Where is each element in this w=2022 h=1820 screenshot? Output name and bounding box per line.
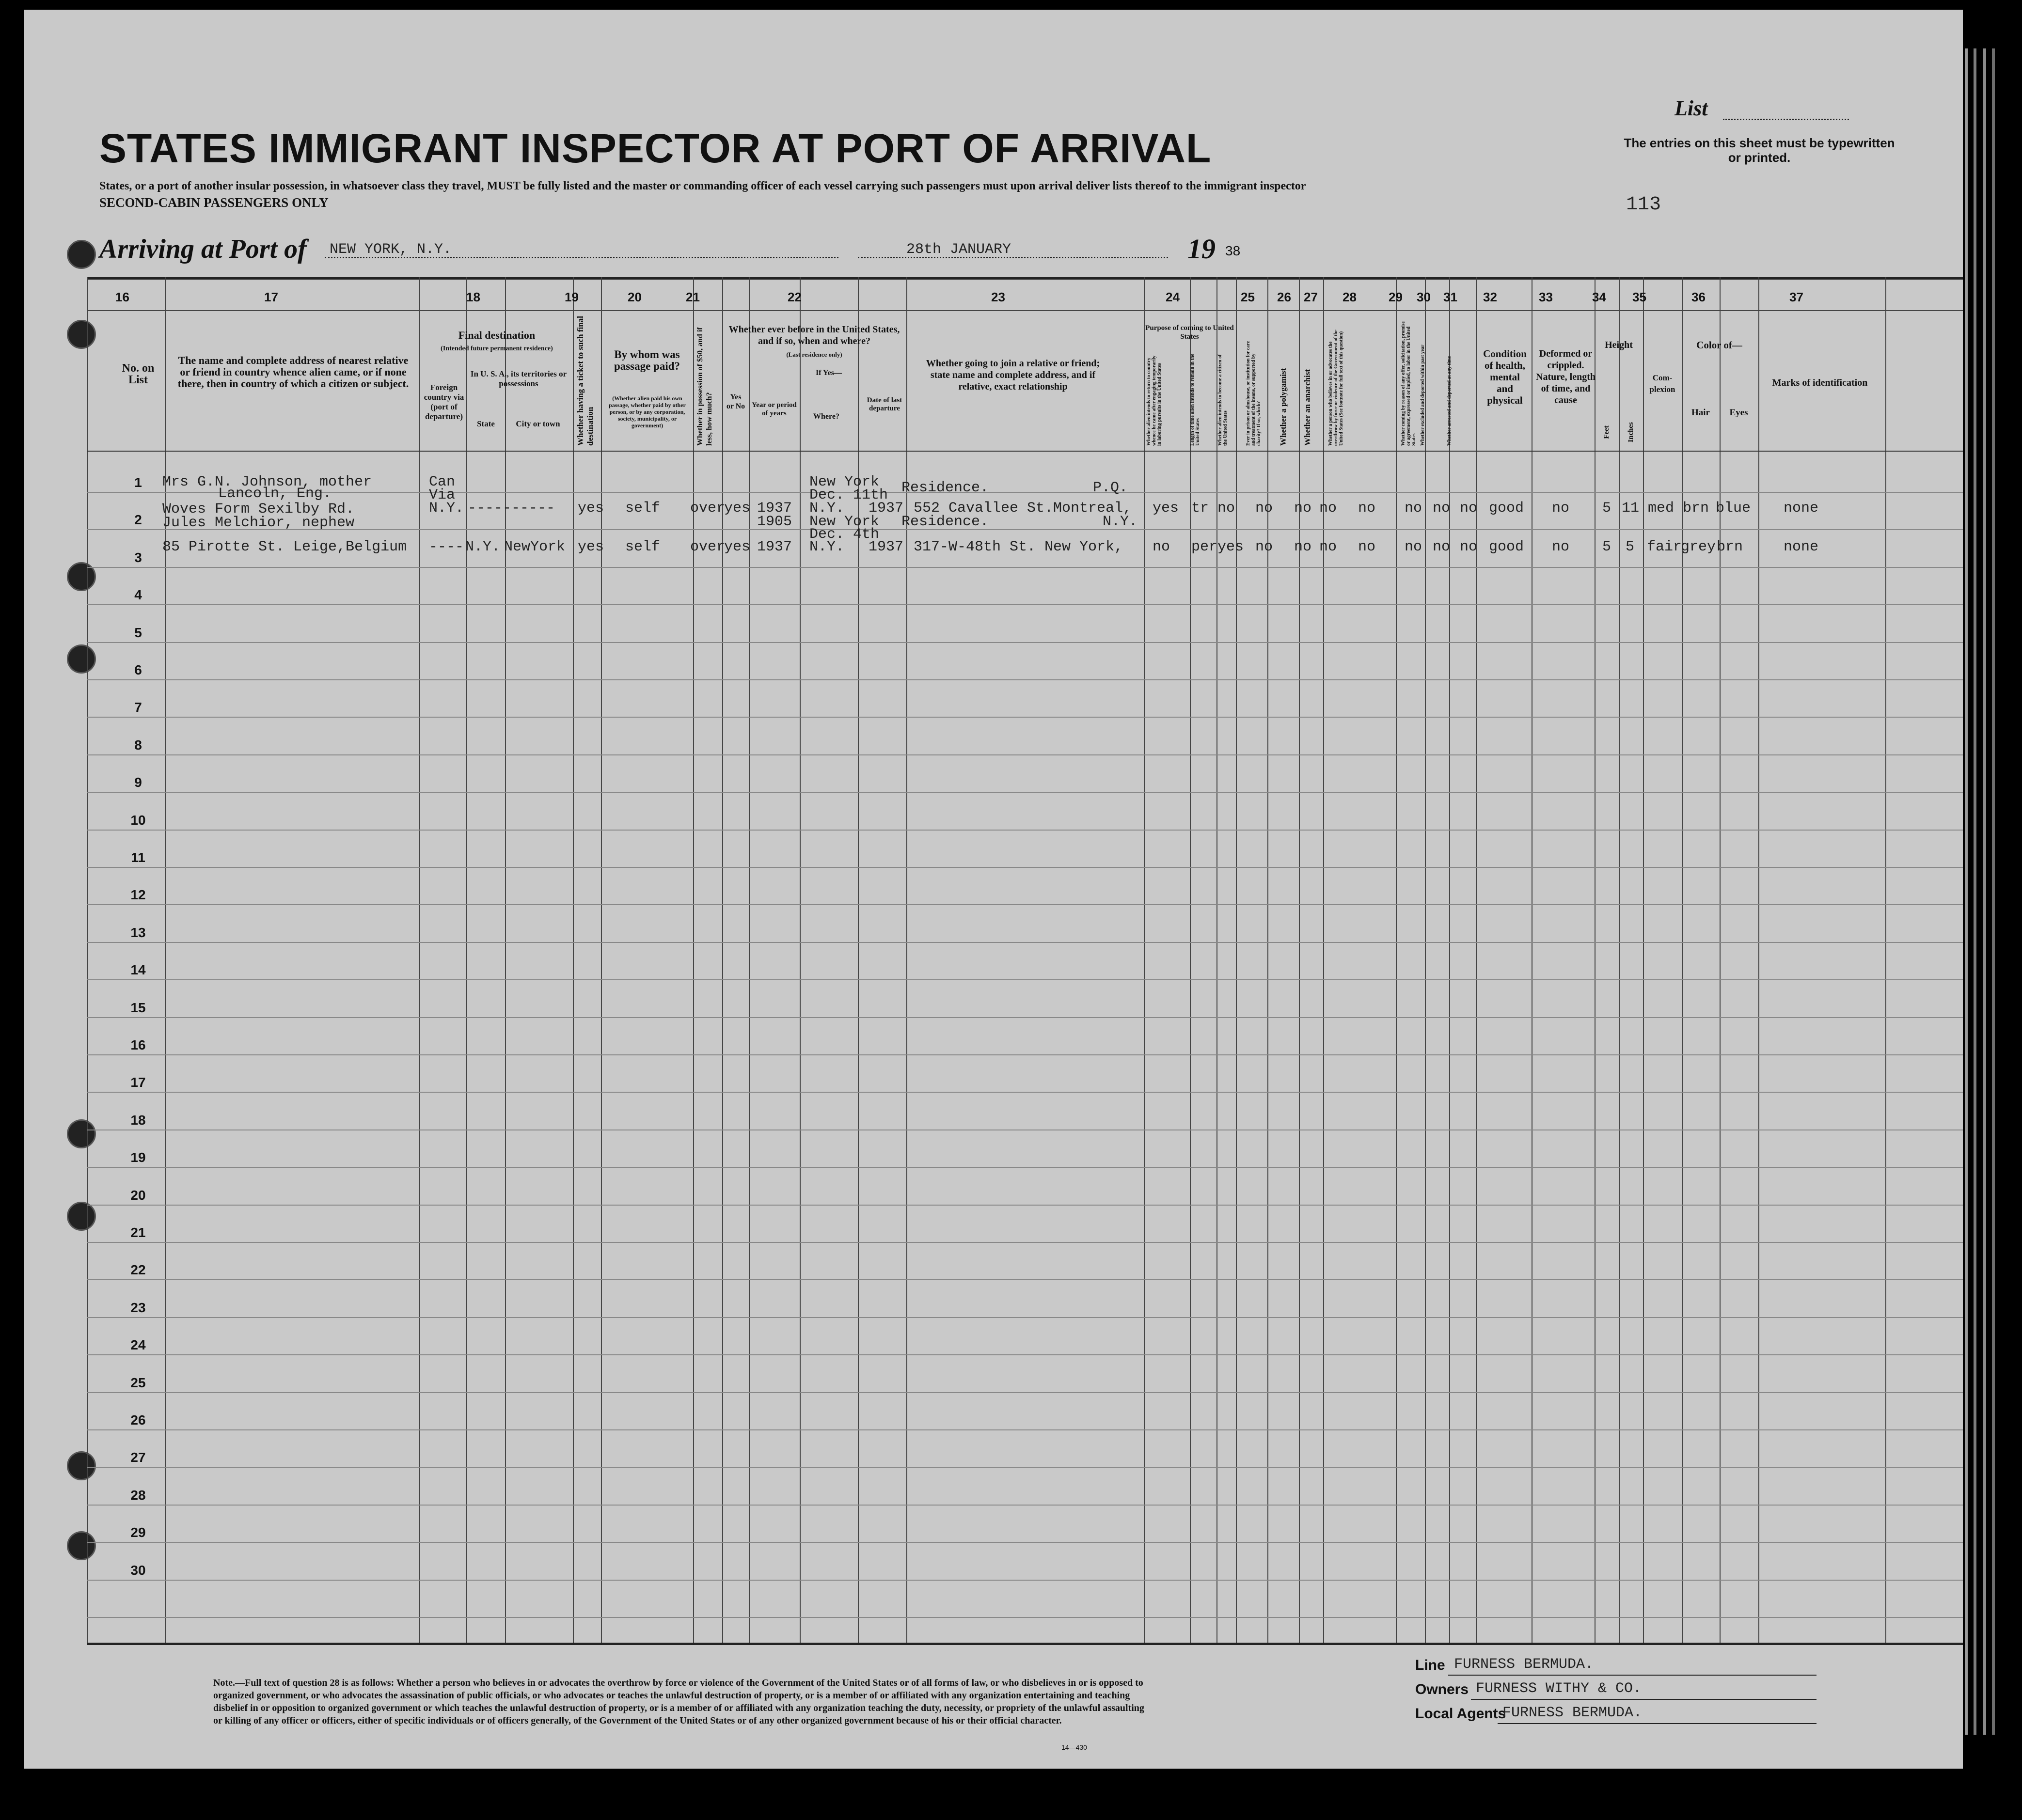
column-line [505, 277, 506, 1643]
row-number: 9 [134, 775, 142, 790]
owners-value: FURNESS WITHY & CO. [1476, 1680, 1642, 1697]
row-line [87, 1054, 1963, 1055]
row-line [87, 492, 1963, 493]
entry-1-join-2: 552 Cavallee St.Montreal, [914, 500, 1132, 517]
port-of-arrival: NEW YORK, N.Y. [330, 241, 452, 258]
row-number: 3 [134, 549, 142, 565]
entry-2-purpose: no [1153, 539, 1170, 555]
row-number: 15 [130, 1000, 146, 1015]
col-16-header: No. on List [122, 362, 155, 386]
row-line [87, 1580, 1963, 1581]
entry-1-paid-by: self [625, 500, 661, 517]
col-22-yesno: Yes or No [726, 393, 745, 410]
entry-2-ever-in-us: yes [724, 539, 751, 555]
column-line [1190, 277, 1191, 1643]
column-line [1758, 277, 1759, 1643]
entry-1-join: Residence. [901, 480, 989, 496]
entry-2-q28: no [1358, 539, 1376, 555]
column-line [601, 277, 602, 1643]
entry-2-year-2: 1937 [757, 539, 792, 555]
column-line [1885, 277, 1886, 1643]
local-agents-label: Local Agents [1415, 1706, 1506, 1722]
row-line [87, 942, 1963, 943]
col-22-where: Where? [813, 412, 839, 421]
entry-2-dashes: ---- [429, 539, 464, 555]
row-number: 7 [134, 700, 142, 715]
entry-1-fifty: over [690, 500, 726, 517]
row-number: 6 [134, 662, 142, 677]
page-edge-1 [1965, 48, 1968, 1735]
col-num-29: 29 [1389, 290, 1403, 304]
binder-hole-7 [67, 1451, 96, 1480]
entry-1-where-2: N.Y. [809, 500, 845, 517]
binder-hole-8 [67, 1531, 96, 1560]
col-18-header: Final destination [458, 329, 536, 341]
entry-2-state: N.Y. [465, 539, 501, 555]
column-line [573, 277, 574, 1643]
col-36-eyes: Eyes [1729, 408, 1748, 418]
entry-2-relative-line-1: Jules Melchior, nephew [162, 515, 355, 531]
col-num-16: 16 [115, 290, 129, 304]
entry-1-foreign-1: Can [429, 474, 456, 490]
col-num-20: 20 [628, 290, 642, 304]
passenger-class-label: SECOND-CABIN PASSENGERS ONLY [99, 195, 329, 210]
list-fill-line [1723, 119, 1849, 120]
row-line [87, 979, 1963, 980]
entry-1-dashes: ---------- [468, 500, 555, 517]
line-label: Line [1415, 1657, 1445, 1673]
col-36-header: Color of— [1696, 339, 1742, 351]
col-31-header: Whether arrested and deported at any time [1447, 356, 1452, 446]
entry-1-complexion: med [1648, 500, 1674, 517]
sheet-number: 113 [1626, 194, 1661, 216]
entry-2-relative-line-2: 85 Pirotte St. Leige,Belgium [162, 539, 407, 555]
agents-fill-line [1498, 1723, 1817, 1724]
column-line [1323, 277, 1324, 1643]
local-agents-value: FURNESS BERMUDA. [1502, 1705, 1643, 1721]
col-26-header: Whether a polygamist [1279, 368, 1288, 446]
row-number: 27 [130, 1450, 146, 1465]
entry-1-foreign-3: N.Y. [429, 500, 464, 517]
form-number: 14—430 [1061, 1743, 1087, 1751]
entry-1-year: 1937 [757, 500, 792, 517]
header-subtitle: States, or a port of another insular possession, in whatsoever class they travel, MUST be fully listed and the master or commanding officer of each vessel carrying such passengers must upon arrival deliver lists thereof to the immigrant inspector [99, 180, 1306, 192]
binder-hole-5 [67, 1119, 96, 1148]
row-line [87, 754, 1963, 755]
entry-1-length: tr [1191, 500, 1209, 517]
entry-2-feet: 5 [1602, 539, 1611, 555]
owners-label: Owners [1415, 1681, 1469, 1697]
entry-1-q29: no [1405, 500, 1422, 517]
entry-1-ever-in-us: yes [724, 500, 751, 517]
row-number: 28 [130, 1487, 146, 1503]
column-line [1267, 277, 1268, 1643]
col-num-35: 35 [1632, 290, 1646, 304]
column-line [1476, 277, 1477, 1643]
row-line [87, 1542, 1963, 1543]
row-line [87, 792, 1963, 793]
entry-2-health: good [1489, 539, 1524, 555]
col-num-26: 26 [1277, 290, 1291, 304]
col-24-header: Purpose of coming to United States [1145, 324, 1234, 341]
column-line [1144, 277, 1145, 1643]
footnote-question-28: Note.—Full text of question 28 is as follows: Whether a person who believes in or advocates the overthrow by force or violence of the Government of the United States or of all forms of law, or who disbelieves in or is opposed to organized government, or who advocates the assassination of public officials, or who advocates or teaches the unlawful destruction of property, or is a member of or affiliated with any organization entertaining and teaching disbelief in or opposition to organized government or which teaches the unlawful destruction of property, or is a member of or affiliated with any organization teaching the duty, necessity, or propriety of the unlawful assaulting or killing of any officer or officers, either of specific individuals or of officers generally, of the Government of the United States or of any other organized government because of his or their official character. [213, 1678, 1144, 1726]
entry-2-citizen: yes [1217, 539, 1244, 555]
entry-1-relative-line-1: Mrs G.N. Johnson, mother [162, 474, 372, 490]
row-line [87, 1467, 1963, 1468]
entry-1-anarchist: no [1319, 500, 1337, 517]
row-number: 1 [134, 475, 142, 490]
column-line [1682, 277, 1683, 1643]
arriving-at-label: Arriving at Port of [99, 234, 307, 264]
row-line [87, 567, 1963, 568]
entry-1-join-3: P.Q. [1093, 480, 1128, 496]
entry-2-ticket: yes [578, 539, 604, 555]
row-line [87, 717, 1963, 718]
entry-2-q30: no [1433, 539, 1451, 555]
binder-hole-2 [67, 320, 96, 349]
col-17-header: The name and complete address of nearest relative or friend in country whence alien came, or if none there, then in country of which a citizen or subject. [177, 354, 409, 390]
col-num-19: 19 [565, 290, 579, 304]
row-number: 14 [130, 962, 146, 978]
col-29-header: Whether coming by reason of any offer, solicitation, promise or agreement, expressed or implied, to labor in the United States [1401, 321, 1417, 446]
binder-hole-6 [67, 1202, 96, 1231]
arrival-date: 28th JANUARY [906, 241, 1011, 258]
col-32-header: Condition of health, mental and physical [1483, 348, 1527, 406]
stacked-page-edges [1963, 48, 2002, 1735]
col-27-header: Whether an anarchist [1303, 369, 1312, 446]
row-number: 16 [130, 1037, 146, 1052]
entry-1-q31: no [1460, 500, 1478, 517]
line-value: FURNESS BERMUDA. [1454, 1656, 1594, 1673]
row-number: 12 [130, 887, 146, 903]
row-number: 11 [131, 850, 145, 865]
col-22-header: Whether ever before in the United States, and if so, when and where? [728, 324, 900, 346]
col-20-header: By whom was passage paid? [614, 348, 680, 372]
entry-1-hair: brn [1683, 500, 1709, 517]
row-number: 29 [130, 1525, 146, 1540]
typewritten-instruction: The entries on this sheet must be typewritten or printed. [1624, 136, 1895, 165]
col-num-33: 33 [1539, 290, 1553, 304]
col-num-36: 36 [1691, 290, 1706, 304]
entry-2-length: per [1191, 539, 1218, 555]
col-18-city: City or town [516, 419, 560, 428]
col-num-24: 24 [1166, 290, 1180, 304]
table-bottom-rule [87, 1643, 1963, 1645]
row-number: 26 [130, 1412, 146, 1428]
column-line [1449, 277, 1450, 1643]
col-22-note: (Last residence only) [786, 351, 842, 358]
col-num-28: 28 [1343, 290, 1357, 304]
col-24b-header: Length of time alien intends to remain in the United States [1190, 354, 1201, 446]
col-25-header: Ever in prison or almshouse, or institution for care and treatment of the insane, or supported by charity? If so, which? [1246, 341, 1262, 446]
entry-2-departure-2: 1937 [869, 539, 904, 555]
row-number: 20 [130, 1187, 146, 1203]
col-num-30: 30 [1417, 290, 1431, 304]
row-line [87, 604, 1963, 605]
row-number: 10 [130, 812, 146, 828]
manifest-page [24, 10, 1963, 1769]
row-line [87, 830, 1963, 831]
col-22-ifyes: If Yes— [815, 369, 842, 377]
entry-2-join-3: N.Y. [1103, 514, 1138, 530]
row-line [87, 904, 1963, 905]
col-num-32: 32 [1483, 290, 1497, 304]
row-line [87, 679, 1963, 680]
owners-fill-line [1471, 1699, 1817, 1700]
entry-1-where: New York [809, 474, 880, 490]
row-line [87, 1429, 1963, 1430]
col-18-foreign: Foreign country via (port of departure) [424, 383, 464, 421]
column-line [1425, 277, 1426, 1643]
entry-2-hair: grey [1681, 539, 1716, 555]
row-number: 8 [134, 737, 142, 753]
date-fill-line [858, 257, 1168, 258]
page-edge-3 [1983, 48, 1986, 1735]
col-num-31: 31 [1443, 290, 1457, 304]
column-number-divider [87, 310, 1963, 311]
row-number: 19 [130, 1150, 146, 1165]
col-21-header: Whether in possession of $50, and if less, how much? [696, 327, 713, 446]
column-line [1619, 277, 1620, 1643]
column-line [419, 277, 420, 1643]
entry-2-year: 1905 [757, 514, 792, 530]
column-line [87, 277, 88, 1643]
row-number: 23 [130, 1300, 146, 1315]
col-18-note: (Intended future permanent residence) [441, 345, 553, 352]
entry-2-eyes: brn [1717, 539, 1743, 555]
page-edge-2 [1974, 48, 1976, 1735]
entry-1-relative-line-3: Woves Form Sexilby Rd. [162, 501, 355, 518]
entry-2-deformed: no [1552, 539, 1570, 555]
entry-2-where-2: N.Y. [809, 539, 845, 555]
entry-1-deformed: no [1552, 500, 1570, 517]
row-number: 24 [130, 1337, 146, 1353]
entry-2-anarchist: no [1319, 539, 1337, 555]
row-line [87, 1242, 1963, 1243]
row-number: 13 [130, 925, 146, 940]
col-num-17: 17 [264, 290, 278, 304]
row-line [87, 1617, 1963, 1618]
column-line [1216, 277, 1217, 1643]
column-line [722, 277, 723, 1643]
col-18-usa: In U. S. A., its territories or possessions [470, 369, 567, 388]
col-34-header: Height [1605, 340, 1633, 350]
column-line [466, 277, 467, 1643]
entry-2-fifty: over [690, 539, 726, 555]
binder-hole-1 [67, 240, 96, 269]
column-line [1643, 277, 1644, 1643]
row-line [87, 1017, 1963, 1018]
entry-2-marks: none [1784, 539, 1819, 555]
entry-1-foreign-2: Via [429, 487, 456, 503]
col-20-note: (Whether alien paid his own passage, whether paid by other person, or by any corporation, society, municipality, or government) [609, 395, 686, 429]
col-22-date: Date of last departure [867, 396, 902, 412]
col-34-feet: Feet [1603, 425, 1611, 439]
col-35-header: Com- plexion [1649, 373, 1675, 394]
header-divider [87, 451, 1963, 452]
col-18-state: State [477, 419, 495, 428]
entry-2-where: New York [809, 514, 880, 530]
entry-1-marks: none [1784, 500, 1819, 517]
column-line [749, 277, 750, 1643]
row-line [87, 867, 1963, 868]
row-number: 2 [134, 512, 142, 528]
entry-1-relative-line-2: Lancoln, Eng. [218, 486, 332, 502]
col-num-22: 22 [788, 290, 802, 304]
entry-2-inches: 5 [1626, 539, 1635, 555]
col-num-25: 25 [1241, 290, 1255, 304]
entry-2-city: NewYork [504, 539, 566, 555]
entry-2-complexion: fair [1647, 539, 1682, 555]
col-num-34: 34 [1592, 290, 1606, 304]
col-34-inches: Inches [1627, 422, 1635, 442]
entry-1-departure-2: 1937 [869, 500, 904, 517]
row-line [87, 1205, 1963, 1206]
line-fill-line [1448, 1675, 1817, 1676]
entry-1-ticket: yes [578, 500, 604, 517]
row-line [87, 1505, 1963, 1506]
row-number: 30 [130, 1562, 146, 1578]
entry-2-polygamist: no [1294, 539, 1312, 555]
row-line [87, 1317, 1963, 1318]
row-line [87, 642, 1963, 643]
entry-1-inches: 11 [1622, 500, 1640, 517]
page-title: STATES IMMIGRANT INSPECTOR AT PORT OF ARRIVAL [99, 126, 1212, 171]
entry-2-join-2: 317-W-48th St. New York, [914, 539, 1123, 555]
entry-1-departure: Dec. 11th [809, 487, 888, 503]
entry-1-purpose: yes [1153, 500, 1179, 517]
year-prefix: 19 [1187, 233, 1216, 265]
column-line [800, 277, 801, 1643]
col-36-hair: Hair [1691, 408, 1710, 418]
entry-2-q31: no [1460, 539, 1478, 555]
entry-1-polygamist: no [1294, 500, 1312, 517]
column-line [1720, 277, 1721, 1643]
row-number: 4 [134, 587, 142, 603]
row-line [87, 1354, 1963, 1355]
binder-hole-4 [67, 644, 96, 674]
row-number: 22 [130, 1262, 146, 1278]
entry-1-citizen: no [1217, 500, 1235, 517]
page-edge-4 [1992, 48, 1995, 1735]
entry-1-prison: no [1255, 500, 1273, 517]
row-number: 25 [130, 1375, 146, 1390]
col-24c-header: Whether alien intends to become a citizen of the United States [1217, 354, 1228, 446]
col-num-37: 37 [1789, 290, 1803, 304]
col-num-23: 23 [991, 290, 1005, 304]
entry-2-q29: no [1405, 539, 1422, 555]
col-num-21: 21 [686, 290, 700, 304]
col-28-header: Whether a person who believes in or advocates the overthrow by force or violence of the Government of the United States (See footnote for full text of this question) [1328, 329, 1344, 446]
col-33-header: Deformed or crippled. Nature, length of time, and cause [1536, 348, 1595, 406]
entry-1-q30: no [1433, 500, 1451, 517]
entry-1-health: good [1489, 500, 1524, 517]
col-num-18: 18 [466, 290, 480, 304]
entry-2-prison: no [1255, 539, 1273, 555]
column-line [1236, 277, 1237, 1643]
row-number: 5 [134, 625, 142, 640]
column-line [1396, 277, 1397, 1643]
col-num-27: 27 [1304, 290, 1318, 304]
row-number: 18 [130, 1112, 146, 1128]
row-line [87, 1392, 1963, 1393]
row-line [87, 1279, 1963, 1280]
row-number: 21 [130, 1225, 146, 1240]
entry-2-join: Residence. [901, 514, 989, 530]
row-line [87, 1092, 1963, 1093]
year-suffix: 38 [1225, 243, 1241, 258]
entry-1-eyes: blue [1716, 500, 1751, 517]
entry-1-feet: 5 [1602, 500, 1611, 517]
col-22-year: Year or period of years [752, 401, 797, 417]
entry-2-paid-by: self [625, 539, 661, 555]
list-label: List [1674, 96, 1708, 120]
row-line [87, 1167, 1963, 1168]
col-23-header: Whether going to join a relative or friend; state name and complete address, and if relative, exact relationship [926, 358, 1100, 392]
column-line [1299, 277, 1300, 1643]
row-number: 17 [130, 1075, 146, 1090]
entry-2-departure: Dec. 4th [809, 526, 880, 543]
col-30-header: Whether excluded and deported within past year [1420, 345, 1425, 446]
col-37-header: Marks of identification [1772, 377, 1868, 388]
col-19-header: Whether having a ticket to such final destination [576, 316, 595, 446]
col-24a-header: Whether alien intends to return to country whence he came after engaging temporarily in laboring pursuits in the United States [1146, 355, 1162, 446]
row-line [87, 529, 1963, 530]
entry-1-q28: no [1358, 500, 1376, 517]
column-line [693, 277, 694, 1643]
